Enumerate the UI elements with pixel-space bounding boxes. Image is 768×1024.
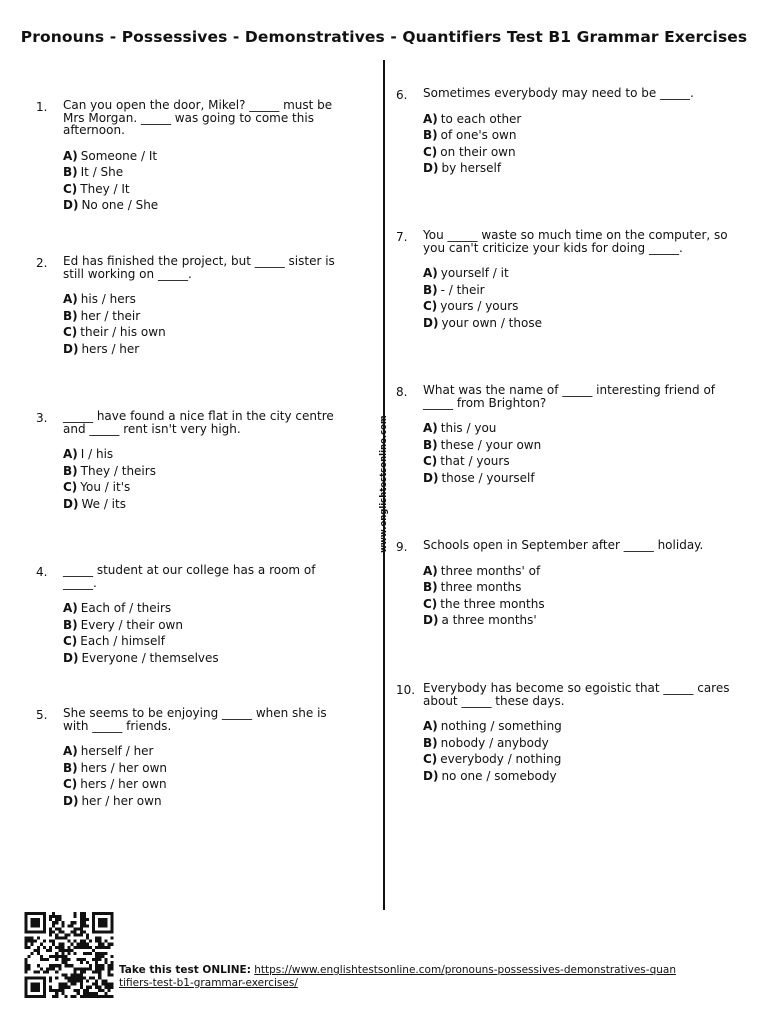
option-b[interactable] — [423, 284, 732, 301]
option-a[interactable] — [63, 745, 352, 762]
option-letter: B) — [423, 580, 438, 594]
question-stem: _____ have found a nice flat in the city centre and _____ rent isn't very high. — [63, 409, 334, 436]
option-text: on their own — [440, 144, 516, 159]
option-letter: D) — [63, 198, 79, 212]
option-letter: B) — [63, 463, 78, 478]
option-d[interactable] — [423, 770, 732, 787]
question-3 — [36, 410, 352, 514]
option-letter: C) — [423, 144, 438, 159]
option-b[interactable] — [63, 166, 352, 183]
option-letter: B) — [63, 165, 78, 179]
option-letter: B) — [423, 128, 438, 142]
option-b[interactable] — [423, 737, 732, 754]
option-d[interactable] — [423, 614, 732, 631]
option-letter: C) — [423, 299, 438, 313]
option-d[interactable] — [423, 317, 732, 334]
option-text: Everyone / themselves — [81, 650, 219, 665]
option-c[interactable] — [63, 635, 352, 652]
option-list — [423, 267, 732, 333]
option-text: You / it's — [80, 480, 131, 494]
option-text: that / yours — [440, 454, 510, 468]
question-number: 10. — [396, 683, 416, 697]
option-text: no one / somebody — [441, 768, 557, 783]
option-a[interactable] — [423, 565, 732, 582]
option-d[interactable] — [423, 162, 732, 179]
question-number: 4. — [36, 565, 48, 579]
question-stem: Everybody has become so egoistic that _____ cares about _____ these days. — [423, 681, 730, 708]
option-c[interactable] — [423, 300, 732, 317]
question-stem: She seems to be enjoying _____ when she is with _____ friends. — [63, 706, 327, 733]
option-text: nobody / anybody — [440, 735, 549, 750]
option-text: They / theirs — [80, 463, 156, 478]
option-letter: B) — [423, 437, 438, 452]
test-online-link[interactable]: https://www.englishtestsonline.com/pronouns-possessives-demonstratives-quantifiers-test-b1-grammar-exercises/ — [119, 964, 676, 989]
option-letter: A) — [63, 148, 78, 163]
question-5 — [36, 707, 352, 811]
option-text: three months — [440, 580, 522, 594]
footer-label: Take this test ONLINE: — [119, 964, 251, 976]
option-text: hers / her own — [80, 777, 167, 791]
question-10 — [396, 682, 732, 786]
footer — [119, 964, 679, 989]
question-number: 3. — [36, 411, 48, 425]
option-b[interactable] — [423, 581, 732, 598]
option-b[interactable] — [63, 310, 352, 327]
option-b[interactable] — [63, 465, 352, 482]
option-b[interactable] — [423, 129, 732, 146]
option-text: this / you — [440, 421, 497, 435]
question-stem: You _____ waste so much time on the computer, so you can't criticize your kids for doing _____. — [423, 228, 728, 255]
option-c[interactable] — [423, 146, 732, 163]
option-a[interactable] — [423, 113, 732, 130]
option-letter: A) — [63, 447, 78, 461]
option-text: No one / She — [81, 198, 159, 212]
question-number: 9. — [396, 540, 408, 554]
option-d[interactable] — [63, 199, 352, 216]
option-text: hers / her own — [80, 760, 167, 775]
option-text: herself / her — [80, 744, 154, 758]
question-6 — [396, 87, 732, 179]
option-text: three months' of — [440, 563, 541, 578]
qr-code-icon[interactable] — [24, 912, 114, 998]
option-a[interactable] — [63, 448, 352, 465]
option-letter: D) — [423, 613, 439, 627]
option-letter: B) — [63, 760, 78, 775]
page-title: Pronouns - Possessives - Demonstratives - Quantifiers Test B1 Grammar Exercises — [20, 28, 748, 46]
option-letter: D) — [63, 496, 79, 511]
side-site-url: www.englishtestsonline.com — [379, 415, 389, 553]
option-d[interactable] — [63, 652, 352, 669]
question-stem: Schools open in September after _____ holiday. — [423, 538, 704, 552]
question-8 — [396, 384, 732, 488]
option-c[interactable] — [423, 753, 732, 770]
option-d[interactable] — [423, 472, 732, 489]
option-list — [63, 448, 352, 514]
option-c[interactable] — [423, 598, 732, 615]
option-a[interactable] — [63, 293, 352, 310]
option-text: his / hers — [80, 292, 136, 306]
option-list — [423, 565, 732, 631]
option-text: the three months — [440, 596, 545, 611]
option-list — [63, 150, 352, 216]
option-letter: D) — [423, 161, 439, 175]
option-text: your own / those — [441, 315, 542, 330]
question-stem: Can you open the door, Mikel? _____ must be Mrs Morgan. _____ was going to come this afternoon. — [63, 98, 333, 137]
option-text: yours / yours — [440, 299, 519, 313]
option-d[interactable] — [63, 498, 352, 515]
option-letter: C) — [63, 181, 78, 196]
question-number: 8. — [396, 385, 408, 399]
option-letter: A) — [423, 421, 438, 435]
option-letter: C) — [63, 325, 78, 339]
option-text: nothing / something — [440, 719, 562, 733]
option-text: We / its — [81, 496, 126, 511]
option-text: Someone / It — [80, 148, 158, 163]
question-stem: What was the name of _____ interesting friend of _____ from Brighton? — [423, 383, 716, 410]
option-letter: C) — [423, 454, 438, 468]
option-a[interactable] — [423, 720, 732, 737]
option-b[interactable] — [63, 619, 352, 636]
option-c[interactable] — [63, 481, 352, 498]
option-text: everybody / nothing — [440, 752, 562, 766]
option-text: Each of / theirs — [80, 601, 172, 615]
option-list — [63, 293, 352, 359]
option-list — [63, 745, 352, 811]
question-number: 5. — [36, 708, 48, 722]
question-stem: _____ student at our college has a room of _____. — [63, 563, 316, 590]
question-number: 6. — [396, 88, 408, 102]
option-letter: B) — [423, 735, 438, 750]
question-4 — [36, 564, 352, 668]
option-text: a three months' — [441, 613, 537, 627]
option-c[interactable] — [63, 183, 352, 200]
option-letter: D) — [63, 341, 79, 356]
option-letter: D) — [423, 470, 439, 485]
option-text: her / their — [80, 308, 141, 323]
option-text: hers / her — [81, 341, 140, 356]
option-text: to each other — [440, 111, 522, 126]
option-text: They / It — [80, 181, 130, 196]
option-list — [423, 422, 732, 488]
option-letter: D) — [423, 315, 439, 330]
option-text: her / her own — [81, 793, 162, 808]
question-2 — [36, 255, 352, 359]
option-letter: A) — [63, 601, 78, 615]
option-text: Every / their own — [80, 617, 183, 632]
option-list — [63, 602, 352, 668]
option-letter: C) — [63, 480, 78, 494]
option-a[interactable] — [63, 602, 352, 619]
option-letter: C) — [423, 596, 438, 611]
question-1 — [36, 99, 352, 216]
option-c[interactable] — [423, 455, 732, 472]
option-c[interactable] — [63, 778, 352, 795]
question-stem: Ed has finished the project, but _____ sister is still working on _____. — [63, 254, 335, 281]
question-9 — [396, 539, 732, 631]
option-a[interactable] — [423, 422, 732, 439]
option-letter: B) — [423, 282, 438, 297]
option-letter: A) — [63, 744, 78, 758]
option-list — [423, 113, 732, 179]
option-d[interactable] — [63, 795, 352, 812]
option-text: by herself — [441, 161, 502, 175]
option-letter: A) — [63, 292, 78, 306]
question-stem: Sometimes everybody may need to be _____. — [423, 86, 694, 100]
option-a[interactable] — [423, 267, 732, 284]
option-letter: A) — [423, 563, 438, 578]
option-text: I / his — [80, 447, 114, 461]
question-number: 1. — [36, 100, 48, 114]
option-letter: B) — [63, 308, 78, 323]
option-c[interactable] — [63, 326, 352, 343]
option-letter: A) — [423, 719, 438, 733]
option-letter: B) — [63, 617, 78, 632]
option-letter: A) — [423, 266, 438, 280]
option-list — [423, 720, 732, 786]
option-letter: C) — [63, 777, 78, 791]
option-b[interactable] — [63, 762, 352, 779]
option-letter: A) — [423, 111, 438, 126]
option-text: yourself / it — [440, 266, 509, 280]
option-text: Each / himself — [80, 634, 165, 648]
option-text: - / their — [440, 282, 485, 297]
question-number: 7. — [396, 230, 408, 244]
option-letter: D) — [423, 768, 439, 783]
option-text: of one's own — [440, 128, 517, 142]
option-text: those / yourself — [441, 470, 535, 485]
option-a[interactable] — [63, 150, 352, 167]
option-b[interactable] — [423, 439, 732, 456]
question-7 — [396, 229, 732, 333]
question-number: 2. — [36, 256, 48, 270]
option-letter: C) — [63, 634, 78, 648]
option-letter: C) — [423, 752, 438, 766]
option-d[interactable] — [63, 343, 352, 360]
option-letter: D) — [63, 793, 79, 808]
option-text: their / his own — [80, 325, 166, 339]
option-text: It / She — [80, 165, 124, 179]
option-text: these / your own — [440, 437, 542, 452]
option-letter: D) — [63, 650, 79, 665]
